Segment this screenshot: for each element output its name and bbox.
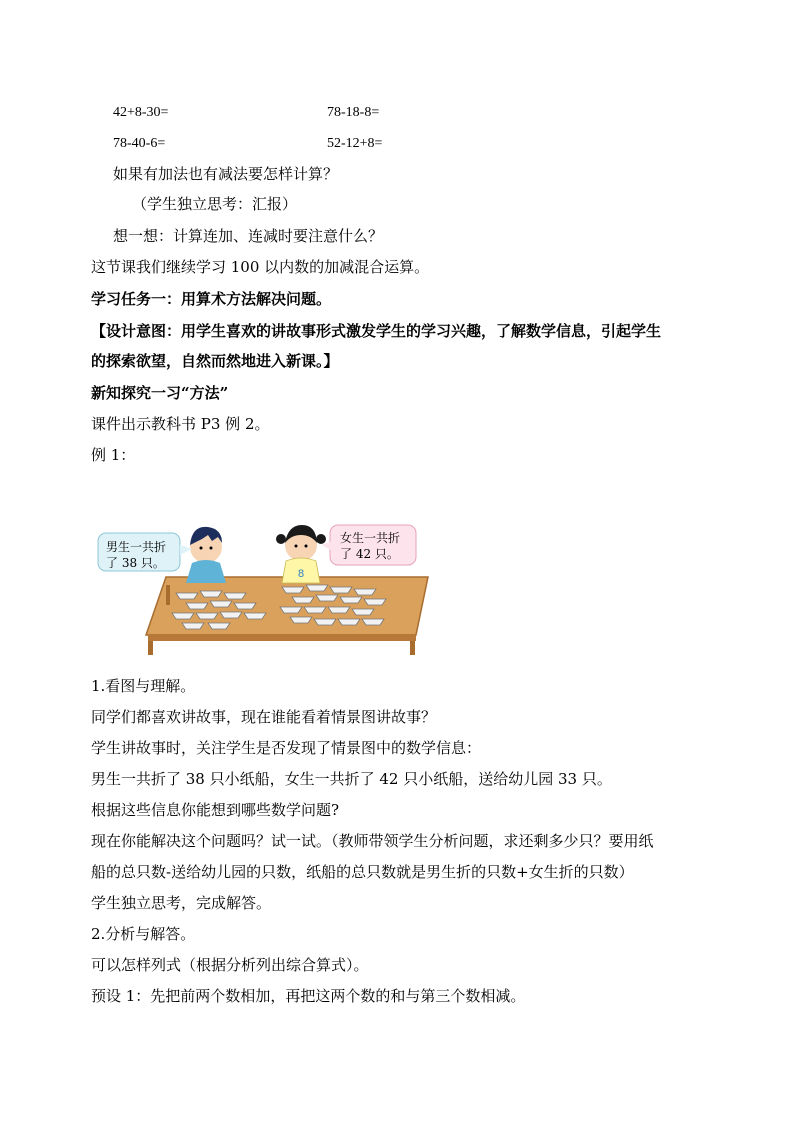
question-mixed: 如果有加法也有减法要怎样计算？ <box>113 165 339 183</box>
student-think-note: （学生独立思考：汇报） <box>132 195 298 213</box>
math-info: 男生一共折了 38 只小纸船，女生一共折了 42 只小纸船，送给幼儿园 33 只。 <box>91 770 612 788</box>
step-2-heading: 2.分析与解答。 <box>91 925 196 943</box>
girl-bubble-line-2: 了 42 只。 <box>340 547 399 561</box>
formula-1: 42+8-30= <box>113 105 169 120</box>
design-intent-line-1: 【设计意图：用学生喜欢的讲故事形式激发学生的学习兴趣，了解数学信息，引起学生 <box>91 322 662 340</box>
formula-2: 78-18-8= <box>327 105 380 120</box>
girl-bubble-line-1: 女生一共折 <box>340 531 401 545</box>
girl-shirt-number: 8 <box>297 568 305 580</box>
scene-illustration <box>96 515 436 655</box>
preset-1: 预设 1：先把前两个数相加，再把这两个数的和与第三个数相减。 <box>91 987 526 1005</box>
step-1-heading: 1.看图与理解。 <box>91 677 196 695</box>
example-label: 例 1： <box>91 446 136 464</box>
question-think: 想一想：计算连加、连减时要注意什么？ <box>113 227 384 245</box>
design-intent-line-2: 的探索欲望，自然而然地进入新课。】 <box>91 352 339 370</box>
formula-3: 78-40-6= <box>113 136 166 151</box>
lesson-intro: 这节课我们继续学习 100 以内数的加减混合运算。 <box>91 258 430 276</box>
story-prompt: 同学们都喜欢讲故事，现在谁能看着情景图讲故事？ <box>91 708 437 726</box>
try-line-2: 船的总只数-送给幼儿园的只数，纸船的总只数就是男生折的只数+女生折的只数） <box>91 863 634 881</box>
formula-4: 52-12+8= <box>327 136 383 151</box>
question-prompt: 根据这些信息你能想到哪些数学问题? <box>91 801 340 819</box>
boy-bubble-line-1: 男生一共折 <box>106 540 167 554</box>
task-heading: 学习任务一：用算术方法解决问题。 <box>91 290 332 308</box>
student-solve: 学生独立思考，完成解答。 <box>91 894 272 912</box>
explore-heading: 新知探究一习“方法” <box>91 384 229 402</box>
boy-bubble-line-2: 了 38 只。 <box>106 556 165 570</box>
observe-note: 学生讲故事时，关注学生是否发现了情景图中的数学信息： <box>91 739 482 757</box>
courseware-note: 课件出示教科书 P3 例 2。 <box>91 415 270 433</box>
formula-prompt: 可以怎样列式（根据分析列出综合算式）。 <box>91 956 369 974</box>
try-line-1: 现在你能解决这个问题吗？试一试。（教师带领学生分析问题，求还剩多少只？要用纸 <box>91 832 654 850</box>
